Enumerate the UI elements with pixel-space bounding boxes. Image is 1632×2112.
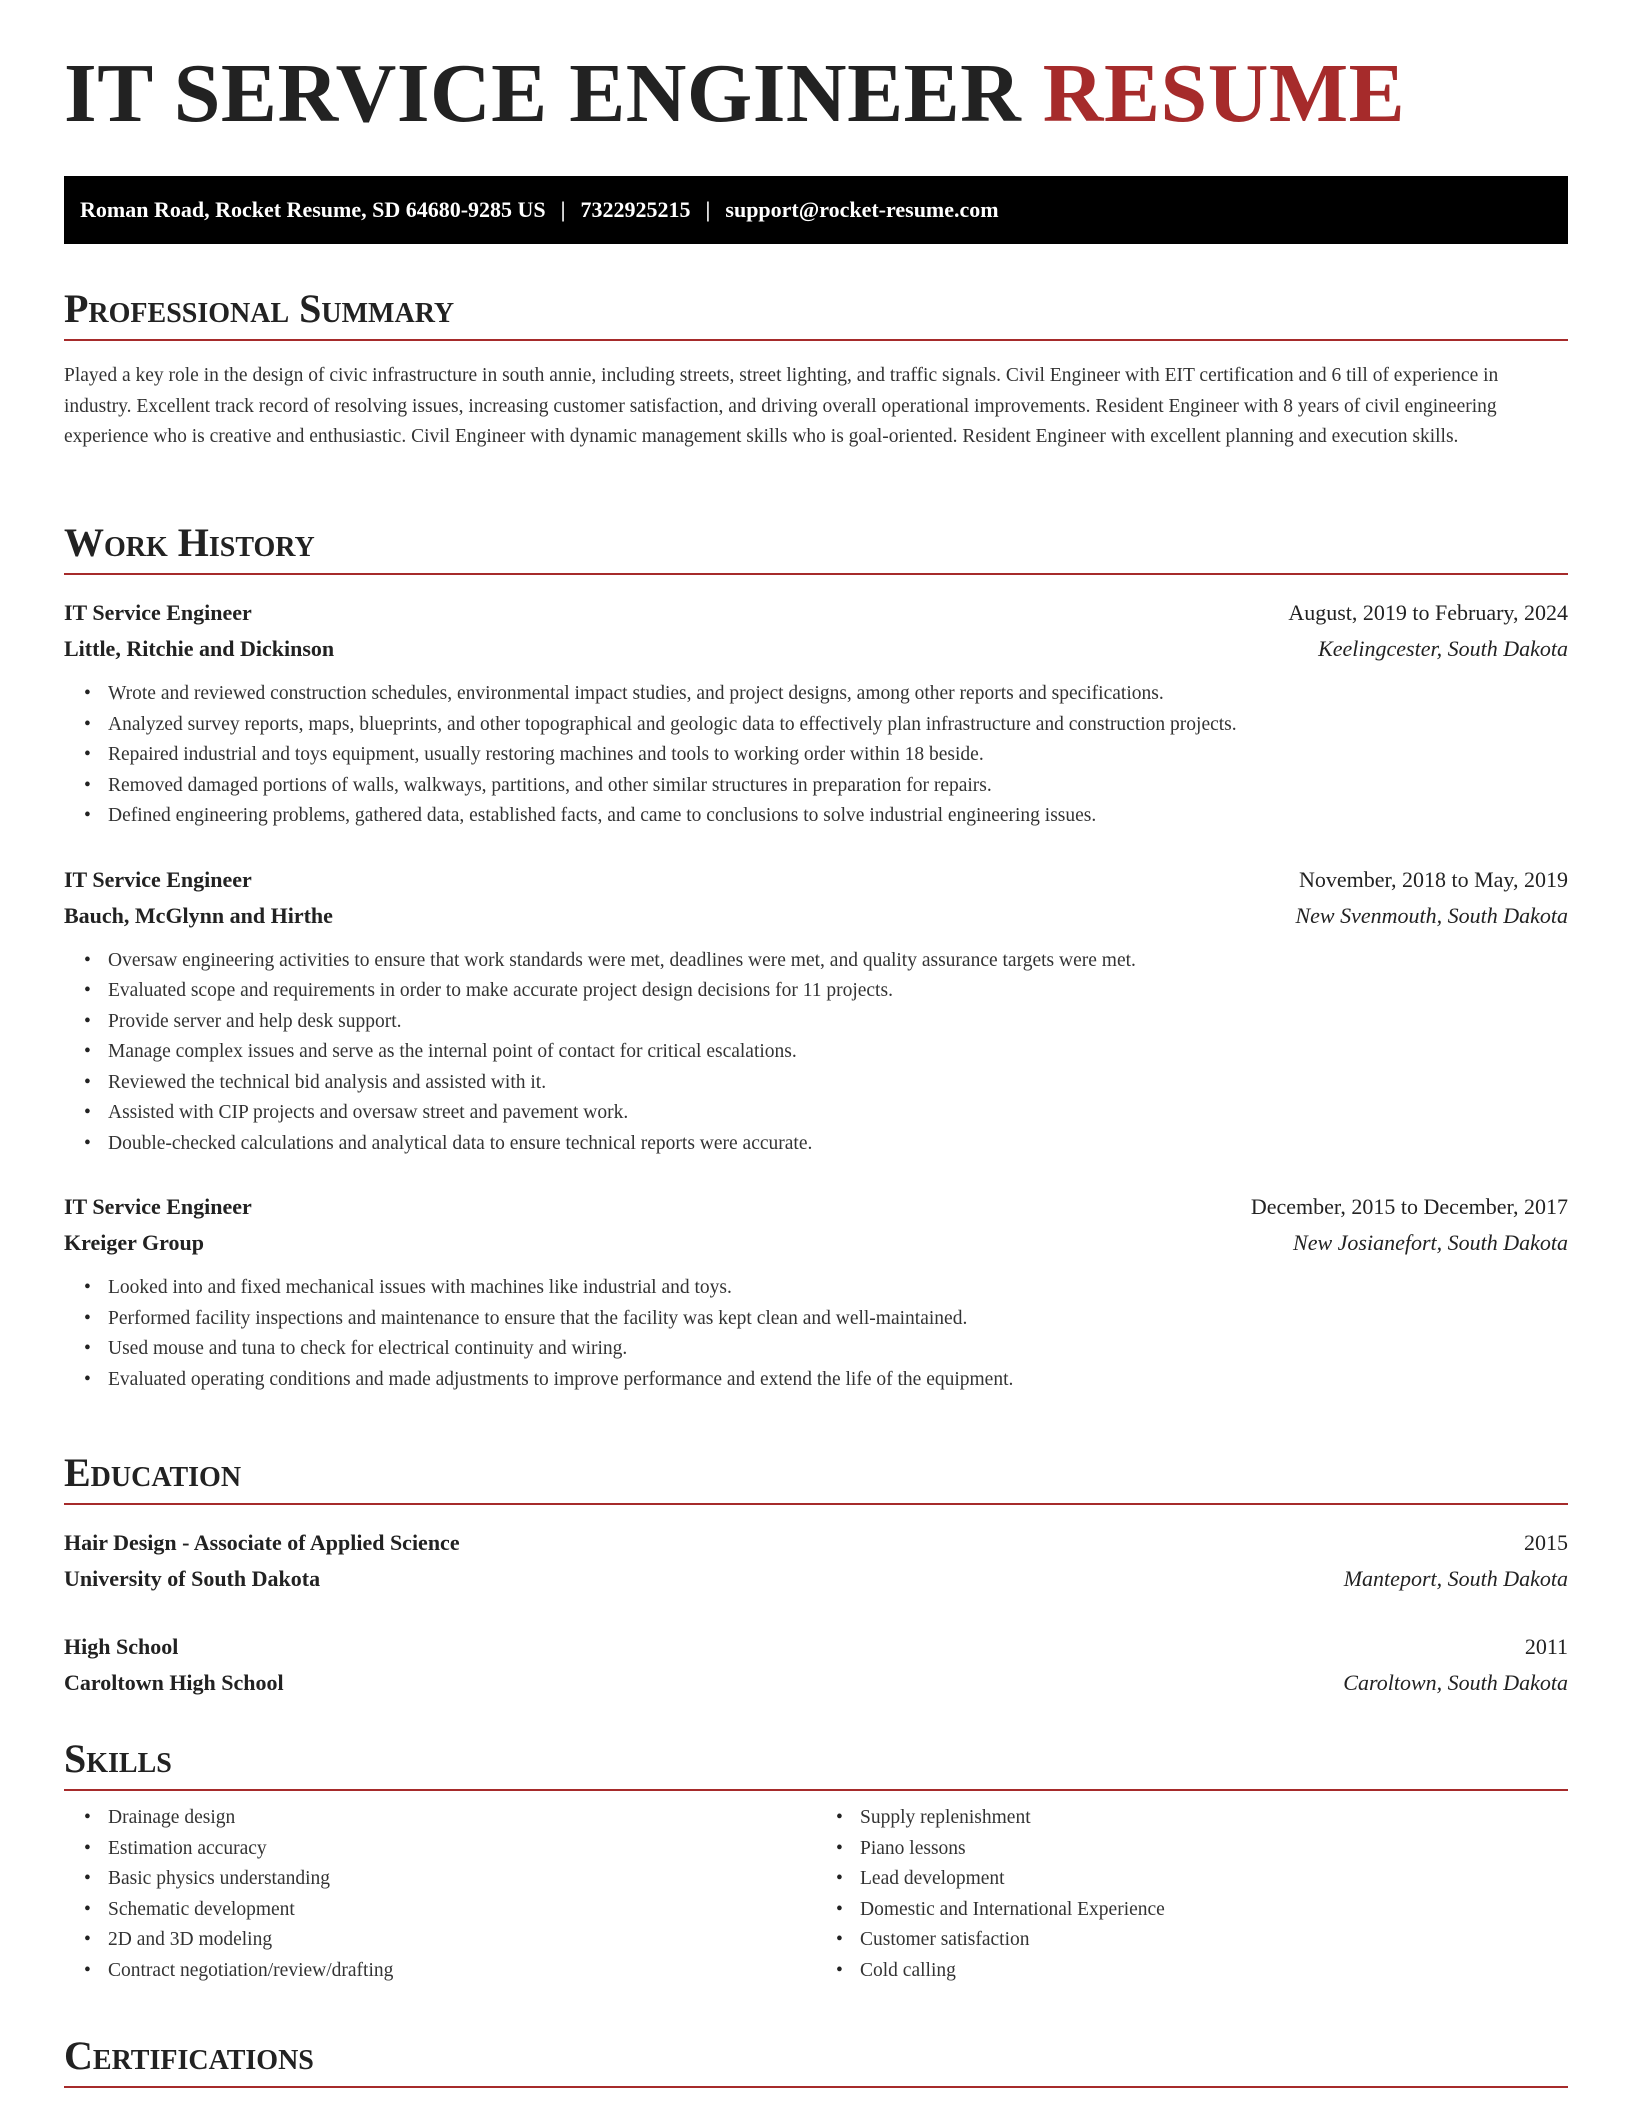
job-title: IT Service Engineer bbox=[64, 866, 252, 892]
job-entry bbox=[64, 1189, 1568, 1395]
education-school: University of South Dakota bbox=[64, 1566, 321, 1591]
skills-list-left bbox=[64, 1803, 816, 1986]
section-heading bbox=[64, 2030, 1568, 2088]
contact-phone[interactable]: 7322925215 bbox=[580, 197, 691, 222]
skills-list-right bbox=[816, 1803, 1568, 1986]
resume-title bbox=[64, 47, 1406, 140]
education-year: 2015 bbox=[1524, 1530, 1568, 1555]
job-bullets bbox=[64, 1273, 1568, 1395]
contact-bar bbox=[64, 176, 1568, 244]
job-entry bbox=[64, 862, 1568, 1160]
contact-address: Roman Road, Rocket Resume, SD 64680-9285 US bbox=[80, 197, 546, 222]
job-bullet: • Repaired industrial and toys equipment, usually restoring machines and tools to working order within 18 beside. bbox=[108, 740, 1568, 771]
job-title: IT Service Engineer bbox=[64, 600, 252, 625]
education-section bbox=[64, 1447, 1568, 1701]
job-company: Little, Ritchie and Dickinson bbox=[64, 636, 335, 661]
education-location: Caroltown, South Dakota bbox=[1343, 1670, 1568, 1695]
section-heading bbox=[64, 1733, 1568, 1791]
job-bullet: • Oversaw engineering activities to ensure that work standards were met, deadlines were met, and quality assurance targets were met. bbox=[108, 946, 1568, 977]
skill-item: • Lead development bbox=[860, 1864, 1568, 1895]
job-dates: August, 2019 to February, 2024 bbox=[1288, 600, 1568, 625]
skill-item: • 2D and 3D modeling bbox=[108, 1925, 816, 1956]
job-bullet: • Performed facility inspections and maintenance to ensure that the facility was kept clean and well-maintained. bbox=[108, 1304, 1568, 1335]
skill-item: • Supply replenishment bbox=[860, 1803, 1568, 1834]
title-main: IT SERVICE ENGINEER bbox=[64, 47, 1022, 140]
job-company: Bauch, McGlynn and Hirthe bbox=[64, 902, 333, 928]
section-heading-text: Skills bbox=[64, 1736, 172, 1781]
job-bullet: • Assisted with CIP projects and oversaw street and pavement work. bbox=[108, 1098, 1568, 1129]
skill-item: • Customer satisfaction bbox=[860, 1925, 1568, 1956]
section-heading bbox=[64, 1447, 1568, 1505]
job-bullet: • Evaluated scope and requirements in order to make accurate project design decisions for 11 projects. bbox=[108, 976, 1568, 1007]
section-heading-text: Work History bbox=[64, 520, 315, 565]
job-location: New Svenmouth, South Dakota bbox=[1295, 902, 1568, 928]
education-degree: High School bbox=[64, 1634, 179, 1659]
summary-text: Played a key role in the design of civic infrastructure in south annie, including streets, street lighting, and traffic signals. Civil Engineer with EIT certification and 6 till of experience in industry. Excellent track record of resolving issues, increasing customer satisfaction, and driving overall operational improvements. Resident Engineer with 8 years of civil engineering experience who is creative and enthusiastic. Civil Engineer with dynamic management skills who is goal-oriented. Resident Engineer with excellent planning and execution skills. bbox=[64, 365, 1499, 447]
section-heading-text: Education bbox=[64, 1450, 242, 1495]
job-dates: December, 2015 to December, 2017 bbox=[1250, 1194, 1568, 1219]
section-heading-text: Certifications bbox=[64, 2033, 314, 2078]
section-heading-text: Professional Summary bbox=[64, 286, 455, 331]
skill-item: • Piano lessons bbox=[860, 1834, 1568, 1865]
education-degree: Hair Design - Associate of Applied Science bbox=[64, 1530, 460, 1555]
skill-item: • Contract negotiation/review/drafting bbox=[108, 1956, 816, 1987]
job-bullet: • Wrote and reviewed construction schedules, environmental impact studies, and project designs, among other reports and specifications. bbox=[108, 679, 1568, 710]
job-bullets bbox=[64, 679, 1568, 832]
job-bullet: • Double-checked calculations and analytical data to ensure technical reports were accurate. bbox=[108, 1129, 1568, 1160]
education-location: Manteport, South Dakota bbox=[1343, 1566, 1568, 1591]
skill-item: • Basic physics understanding bbox=[108, 1864, 816, 1895]
contact-separator: | bbox=[560, 197, 566, 222]
skill-item: • Domestic and International Experience bbox=[860, 1895, 1568, 1926]
skill-item: • Schematic development bbox=[108, 1895, 816, 1926]
job-bullet: • Used mouse and tuna to check for electrical continuity and wiring. bbox=[108, 1334, 1568, 1365]
contact-separator: | bbox=[705, 197, 711, 222]
job-dates: November, 2018 to May, 2019 bbox=[1299, 866, 1568, 892]
job-bullet: • Removed damaged portions of walls, walkways, partitions, and other similar structures in preparation for repairs. bbox=[108, 771, 1568, 802]
skills-section bbox=[64, 1733, 1568, 1986]
title-accent: RESUME bbox=[1042, 47, 1406, 140]
job-bullet: • Defined engineering problems, gathered data, established facts, and came to conclusions to solve industrial engineering issues. bbox=[108, 801, 1568, 832]
certifications-section bbox=[64, 2030, 1568, 2088]
skill-item: • Drainage design bbox=[108, 1803, 816, 1834]
education-entry bbox=[64, 1525, 1568, 1597]
job-location: New Josianefort, South Dakota bbox=[1293, 1230, 1568, 1255]
job-bullet: • Reviewed the technical bid analysis and assisted with it. bbox=[108, 1068, 1568, 1099]
skills-columns bbox=[64, 1803, 1568, 1986]
skill-item: • Cold calling bbox=[860, 1956, 1568, 1987]
education-entry bbox=[64, 1629, 1568, 1701]
work-history-section bbox=[64, 517, 1568, 1395]
section-heading bbox=[64, 283, 1568, 341]
job-bullet: • Evaluated operating conditions and made adjustments to improve performance and extend the life of the equipment. bbox=[108, 1365, 1568, 1396]
education-year: 2011 bbox=[1524, 1634, 1568, 1659]
section-heading bbox=[64, 517, 1568, 575]
job-bullet: • Looked into and fixed mechanical issues with machines like industrial and toys. bbox=[108, 1273, 1568, 1304]
job-bullet: • Analyzed survey reports, maps, blueprints, and other topographical and geologic data to effectively plan infrastructure and construction projects. bbox=[108, 710, 1568, 741]
job-title: IT Service Engineer bbox=[64, 1194, 252, 1219]
education-school: Caroltown High School bbox=[64, 1670, 284, 1695]
job-bullet: • Provide server and help desk support. bbox=[108, 1007, 1568, 1038]
job-bullets bbox=[64, 946, 1568, 1160]
summary-section bbox=[64, 283, 1568, 453]
job-location: Keelingcester, South Dakota bbox=[1318, 636, 1568, 661]
skill-item: • Estimation accuracy bbox=[108, 1834, 816, 1865]
contact-email[interactable]: support@rocket-resume.com bbox=[725, 197, 999, 222]
job-bullet: • Manage complex issues and serve as the internal point of contact for critical escalations. bbox=[108, 1037, 1568, 1068]
job-company: Kreiger Group bbox=[64, 1230, 204, 1255]
job-entry bbox=[64, 595, 1568, 832]
